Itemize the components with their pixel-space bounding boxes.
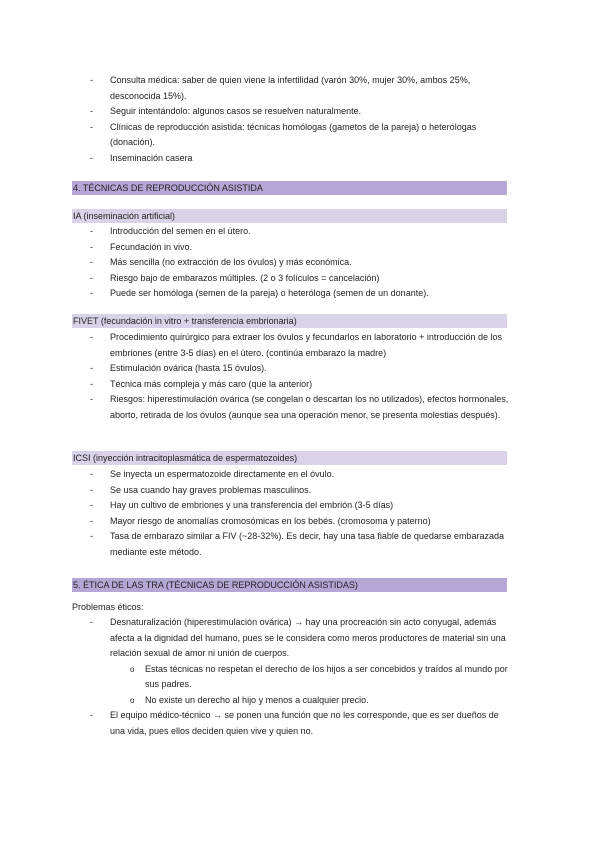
list-item: - Riesgos: hiperestimulación ovárica (se congelan o descartan los no utilizados), efectos hormonales, aborto, retirada de los óvulos (aunque sea una operación menor, se presenta molestias después).	[0, 392, 600, 423]
icsi-heading: ICSI (inyección intracitoplasmática de espermatozoides)	[72, 451, 507, 465]
list-item: - Hay un cultivo de embriones y una transferencia del embrión (3-5 días)	[0, 498, 600, 514]
list-item: - Más sencilla (no extracción de los óvulos) y más económica.	[0, 255, 600, 271]
ia-list	[0, 224, 600, 302]
ia-heading: IA (inseminación artificial)	[72, 209, 507, 223]
list-item: - Seguir intentándolo: algunos casos se resuelven naturalmente.	[0, 104, 600, 120]
icsi-list	[0, 467, 600, 560]
ethics-intro: Problemas éticos:	[72, 602, 144, 612]
intro-list	[0, 73, 600, 166]
ethics-list	[0, 615, 600, 739]
list-item: - Tasa de embarazo similar a FIV (~28-32%). Es decir, hay una tasa fiable de quedarse embarazada mediante este método.	[0, 529, 600, 560]
list-item: - Clínicas de reproducción asistida: técnicas homólogas (gametos de la pareja) o heterólogas (donación).	[0, 120, 600, 151]
list-item: - Procedimiento quirúrgico para extraer los óvulos y fecundarlos en laboratorio + introducción de los embriones (entre 3-5 días) en el útero. (continúa embarazo la madre)	[0, 330, 600, 361]
list-item: - Fecundación in vivo.	[0, 240, 600, 256]
list-item: - Consulta médica: saber de quien viene la infertilidad (varón 30%, mujer 30%, ambos 25%, desconocida 15%).	[0, 73, 600, 104]
list-item: - Riesgo bajo de embarazos múltiples. (2 o 3 folículos = cancelación)	[0, 271, 600, 287]
list-item: - Mayor riesgo de anomalías cromosómicas en los bebés. (cromosoma y paterno)	[0, 514, 600, 530]
list-item: - Introducción del semen en el útero.	[0, 224, 600, 240]
section-4-heading: 4. TÉCNICAS DE REPRODUCCIÓN ASISTIDA	[72, 181, 507, 195]
list-item: - Técnica más compleja y más caro (que la anterior)	[0, 377, 600, 393]
list-item: - Se inyecta un espermatozoide directamente en el óvulo.	[0, 467, 600, 483]
section-5-heading: 5. ÉTICA DE LAS TRA (TÉCNICAS DE REPRODUCCIÓN ASISTIDAS)	[72, 578, 507, 592]
list-item: - Estimulación ovárica (hasta 15 óvulos).	[0, 361, 600, 377]
list-item: - El equipo médico-técnico → se ponen una función que no les corresponde, que es ser dueños de una vida, pues ellos deciden quien vive y quien no.	[0, 708, 600, 739]
fivet-heading: FIVET (fecundación in vitro + transferencia embrionaria)	[72, 314, 507, 328]
sub-list-item: o Estas técnicas no respetan el derecho de los hijos a ser concebidos y traídos al mundo por sus padres.	[0, 662, 600, 693]
list-item: - Desnaturalización (hiperestimulación ovárica) → hay una procreación sin acto conyugal, además afecta a la dignidad del humano, pues se le considera como meros productores de material sin una relación sexual de amor ni unión de cuerpos.	[0, 615, 600, 662]
sub-list-item: o No existe un derecho al hijo y menos a cualquier precio.	[0, 693, 600, 709]
list-item: - Se usa cuando hay graves problemas masculinos.	[0, 483, 600, 499]
fivet-list	[0, 330, 600, 423]
list-item: - Inseminación casera	[0, 151, 600, 167]
list-item: - Puede ser homóloga (semen de la pareja) o heteróloga (semen de un donante).	[0, 286, 600, 302]
